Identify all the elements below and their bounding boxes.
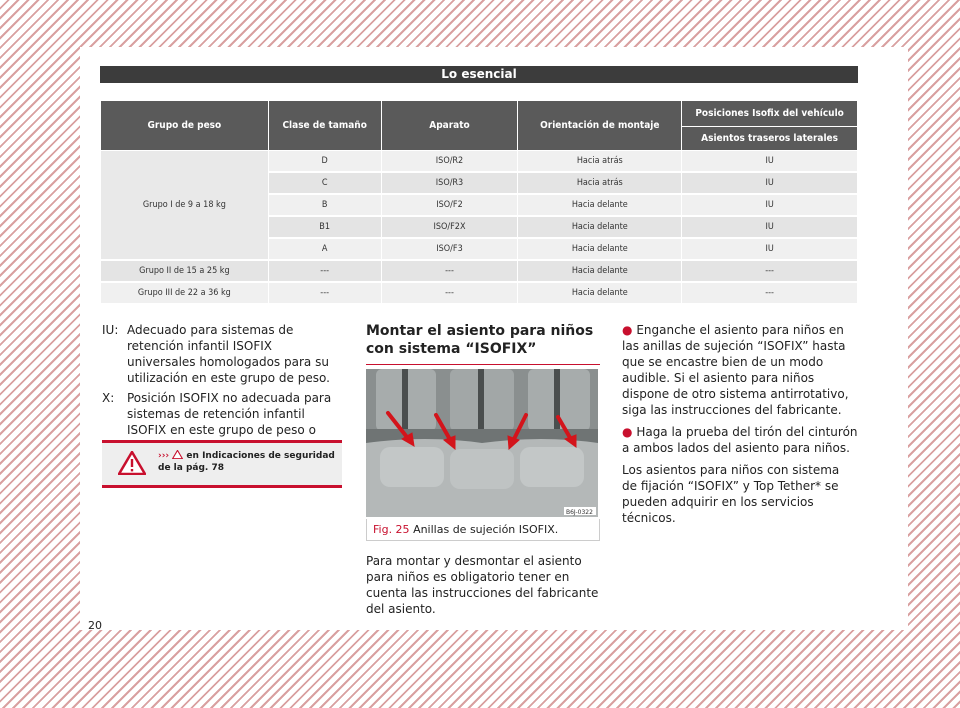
cell-aparato: --- <box>381 282 518 304</box>
cell-pos: IU <box>682 216 858 238</box>
cell-clase: D <box>268 151 381 173</box>
figure-caption <box>366 519 600 541</box>
instruction-item <box>622 322 858 418</box>
small-warning-icon <box>172 450 183 459</box>
group-cell: Grupo I de 9 a 18 kg <box>101 151 269 261</box>
cell-aparato: ISO/F2X <box>381 216 518 238</box>
cell-grupo: Grupo III de 22 a 36 kg <box>101 282 269 304</box>
cell-aparato: ISO/F2 <box>381 194 518 216</box>
section-body: Para montar y desmontar el asiento para niños es obligatorio tener en cuenta las instrucciones del fabricante del asiento. <box>366 554 599 616</box>
cell-pos: --- <box>682 260 858 282</box>
figure-code: B6J-0322 <box>566 509 593 516</box>
instruction-text: Enganche el asiento para niños en las anillas de sujeción “ISOFIX” hasta que se encastre bien de un modo audible. Si el asiento para niños dispone de otro sistema antirrotativo, siga las instrucciones del fabricante. <box>622 323 849 417</box>
definition-key: X: <box>102 391 115 405</box>
cell-pos: IU <box>682 194 858 216</box>
warning-box <box>102 440 342 488</box>
cell-orientacion: Hacia atrás <box>518 151 682 173</box>
paragraph: Los asientos para niños con sistema de fijación “ISOFIX” y Top Tether* se pueden adquirir en los servicios técnicos. <box>622 463 840 525</box>
table-row <box>101 282 858 304</box>
th-grupo: Grupo de peso <box>101 101 269 151</box>
cell-orientacion: Hacia delante <box>518 194 682 216</box>
cell-orientacion: Hacia delante <box>518 238 682 260</box>
instructions <box>622 322 858 532</box>
figure-label: Fig. 25 <box>373 523 410 536</box>
table-row <box>101 151 858 173</box>
warning-text: en Indicaciones de seguridad de la pág. 78 <box>158 451 335 473</box>
cell-pos: IU <box>682 151 858 173</box>
definition-text: Adecuado para sistemas de retención infantil ISOFIX universales homologados para su utilización en este grupo de peso. <box>127 323 330 385</box>
figure-caption-text: Anillas de sujeción ISOFIX. <box>413 523 559 536</box>
section-header: Lo esencial <box>100 66 858 83</box>
cell-orientacion: Hacia delante <box>518 282 682 304</box>
chevrons-icon: ››› <box>158 451 170 461</box>
table-row <box>101 260 858 282</box>
th-asientos: Asientos traseros laterales <box>682 127 858 151</box>
seat-illustration <box>366 369 598 517</box>
th-aparato: Aparato <box>381 101 518 151</box>
cell-clase: B1 <box>268 216 381 238</box>
definition-item <box>102 322 342 386</box>
cell-clase: B <box>268 194 381 216</box>
warning-triangle-icon <box>118 451 146 475</box>
instruction-text: Haga la prueba del tirón del cinturón a ambos lados del asiento para niños. <box>622 425 858 455</box>
warning-link[interactable] <box>158 450 338 474</box>
cell-orientacion: Hacia delante <box>518 216 682 238</box>
isofix-table <box>100 100 858 305</box>
cell-pos: --- <box>682 282 858 304</box>
cell-aparato: ISO/R2 <box>381 151 518 173</box>
page-number: 20 <box>88 619 102 632</box>
cell-aparato: ISO/F3 <box>381 238 518 260</box>
bullet-icon: ● <box>622 323 633 337</box>
section-title: Montar el asiento para niños con sistema “ISOFIX” <box>366 322 600 365</box>
instruction-item <box>622 424 858 456</box>
definition-key: IU: <box>102 323 119 337</box>
cell-orientacion: Hacia atrás <box>518 172 682 194</box>
cell-clase: --- <box>268 260 381 282</box>
cell-pos: IU <box>682 172 858 194</box>
cell-clase: A <box>268 238 381 260</box>
th-orientacion: Orientación de montaje <box>518 101 682 151</box>
bullet-icon: ● <box>622 425 633 439</box>
definition-text: Posición ISOFIX no adecuada para sistemas de retención infantil ISOFIX en este grupo de peso o <box>127 391 332 437</box>
th-posiciones: Posiciones Isofix del vehículo <box>682 101 858 127</box>
cell-clase: --- <box>268 282 381 304</box>
isofix-figure <box>366 369 598 517</box>
cell-pos: IU <box>682 238 858 260</box>
th-clase: Clase de tamaño <box>268 101 381 151</box>
definitions-list <box>102 322 342 458</box>
cell-aparato: ISO/R3 <box>381 172 518 194</box>
cell-orientacion: Hacia delante <box>518 260 682 282</box>
cell-clase: C <box>268 172 381 194</box>
cell-aparato: --- <box>381 260 518 282</box>
cell-grupo: Grupo II de 15 a 25 kg <box>101 260 269 282</box>
